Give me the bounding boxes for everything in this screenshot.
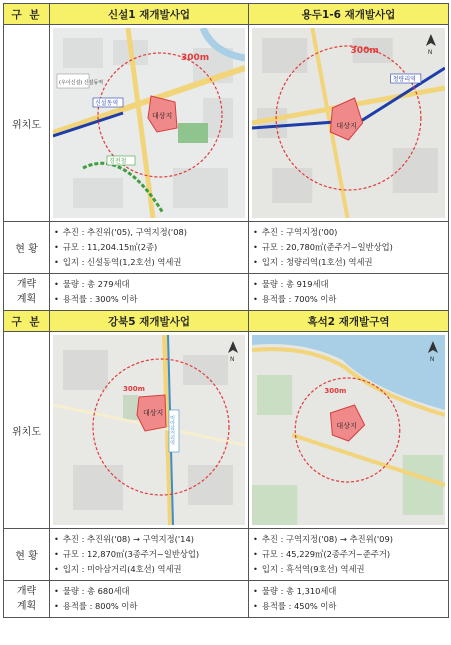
location-map xyxy=(53,28,245,218)
map-heukseok xyxy=(252,335,445,525)
plan-item: • 용적률 : 300% 이하 xyxy=(54,292,244,307)
plan-cell xyxy=(50,274,249,311)
site-label: 대상지 xyxy=(336,121,357,130)
radius-label: 300m xyxy=(123,385,145,393)
status-label: 현 황 xyxy=(4,222,50,274)
site-label: 대상지 xyxy=(143,409,164,417)
station-label: 청량리역 xyxy=(392,76,416,83)
project-table xyxy=(3,3,449,618)
plan-cell xyxy=(249,274,449,311)
header-row xyxy=(4,311,449,332)
site-label: 대상지 xyxy=(336,421,357,430)
status-row xyxy=(4,529,449,581)
plan-item: • 물량 : 총 680세대 xyxy=(54,584,244,599)
plan-row xyxy=(4,581,449,618)
status-item: • 추진 : 구역지정('08) → 추진위('09) xyxy=(253,532,444,547)
map-yongdu xyxy=(252,28,445,218)
status-item: • 추진 : 추진위('08) → 구역지정('14) xyxy=(54,532,244,547)
header-label: 구 분 xyxy=(4,311,50,332)
svg-text:N: N xyxy=(429,356,435,363)
status-cell xyxy=(50,529,249,581)
status-item: • 규모 : 12,870㎡(3종주거~일반상업) xyxy=(54,547,244,562)
header-label: 구 분 xyxy=(4,4,50,25)
plan-label-line: 개략 xyxy=(16,279,37,290)
svg-text:N: N xyxy=(230,356,235,363)
status-row xyxy=(4,222,449,274)
plan-cell xyxy=(50,581,249,618)
status-item: • 입지 : 흑석역(9호선) 역세권 xyxy=(253,562,444,577)
plan-item: • 물량 : 총 279세대 xyxy=(54,277,244,292)
plan-item: • 용적률 : 700% 이하 xyxy=(253,292,444,307)
map-cell xyxy=(249,25,449,222)
status-item: • 규모 : 20,780㎡(준주거~일반상업) xyxy=(253,240,444,255)
status-item: • 규모 : 45,229㎡(2종주거~준주거) xyxy=(253,547,444,562)
plan-row xyxy=(4,274,449,311)
plan-item: • 용적률 : 800% 이하 xyxy=(54,599,244,614)
status-item: • 추진 : 구역지정('00) xyxy=(253,225,444,240)
location-map xyxy=(252,28,445,218)
map-cell xyxy=(50,332,249,529)
station-label: 신설동역 xyxy=(95,100,119,107)
radius-label: 300m xyxy=(181,53,210,63)
header-row xyxy=(4,4,449,25)
status-item: • 입지 : 미아삼거리(4호선) 역세권 xyxy=(54,562,244,577)
plan-item: • 물량 : 총 1,310세대 xyxy=(253,584,444,599)
project-title: 흑석2 재개발구역 xyxy=(249,311,449,332)
map-shinseol xyxy=(53,28,245,218)
svg-text:N: N xyxy=(427,49,433,56)
radius-label: 300m xyxy=(350,46,379,56)
status-label: 현 황 xyxy=(4,529,50,581)
radius-label: 300m xyxy=(324,386,347,395)
plan-label-line: 계획 xyxy=(16,294,37,305)
status-item: • 입지 : 신설동역(1,2호선) 역세권 xyxy=(54,255,244,270)
map-cell xyxy=(50,25,249,222)
map-row xyxy=(4,25,449,222)
plan-label-line: 개략 xyxy=(16,586,37,597)
status-cell xyxy=(50,222,249,274)
location-label: 위치도 xyxy=(4,332,50,529)
project-title: 강북5 재개발사업 xyxy=(50,311,249,332)
map-row xyxy=(4,332,449,529)
location-map xyxy=(53,335,245,525)
plan-item: • 용적률 : 450% 이하 xyxy=(253,599,444,614)
map-gangbuk xyxy=(53,335,245,525)
line-label: 경전철 xyxy=(109,158,127,165)
station-label: 미아삼거리역 xyxy=(169,415,175,445)
plan-label xyxy=(4,581,50,618)
map-cell xyxy=(249,332,449,529)
status-item: • 규모 : 11,204.15㎡(2종) xyxy=(54,240,244,255)
project-title: 용두1-6 재개발사업 xyxy=(249,4,449,25)
site-label: 대상지 xyxy=(152,112,173,120)
status-cell xyxy=(249,529,449,581)
plan-label xyxy=(4,274,50,311)
plan-cell xyxy=(249,581,449,618)
project-title: 신설1 재개발사업 xyxy=(50,4,249,25)
location-map xyxy=(252,335,445,525)
location-label: 위치도 xyxy=(4,25,50,222)
station-label: (우이신설) 신설동역 xyxy=(59,80,104,86)
plan-item: • 물량 : 총 919세대 xyxy=(253,277,444,292)
status-item: • 추진 : 추진위('05), 구역지정('08) xyxy=(54,225,244,240)
status-cell xyxy=(249,222,449,274)
status-item: • 입지 : 청량리역(1호선) 역세권 xyxy=(253,255,444,270)
plan-label-line: 계획 xyxy=(16,601,37,612)
